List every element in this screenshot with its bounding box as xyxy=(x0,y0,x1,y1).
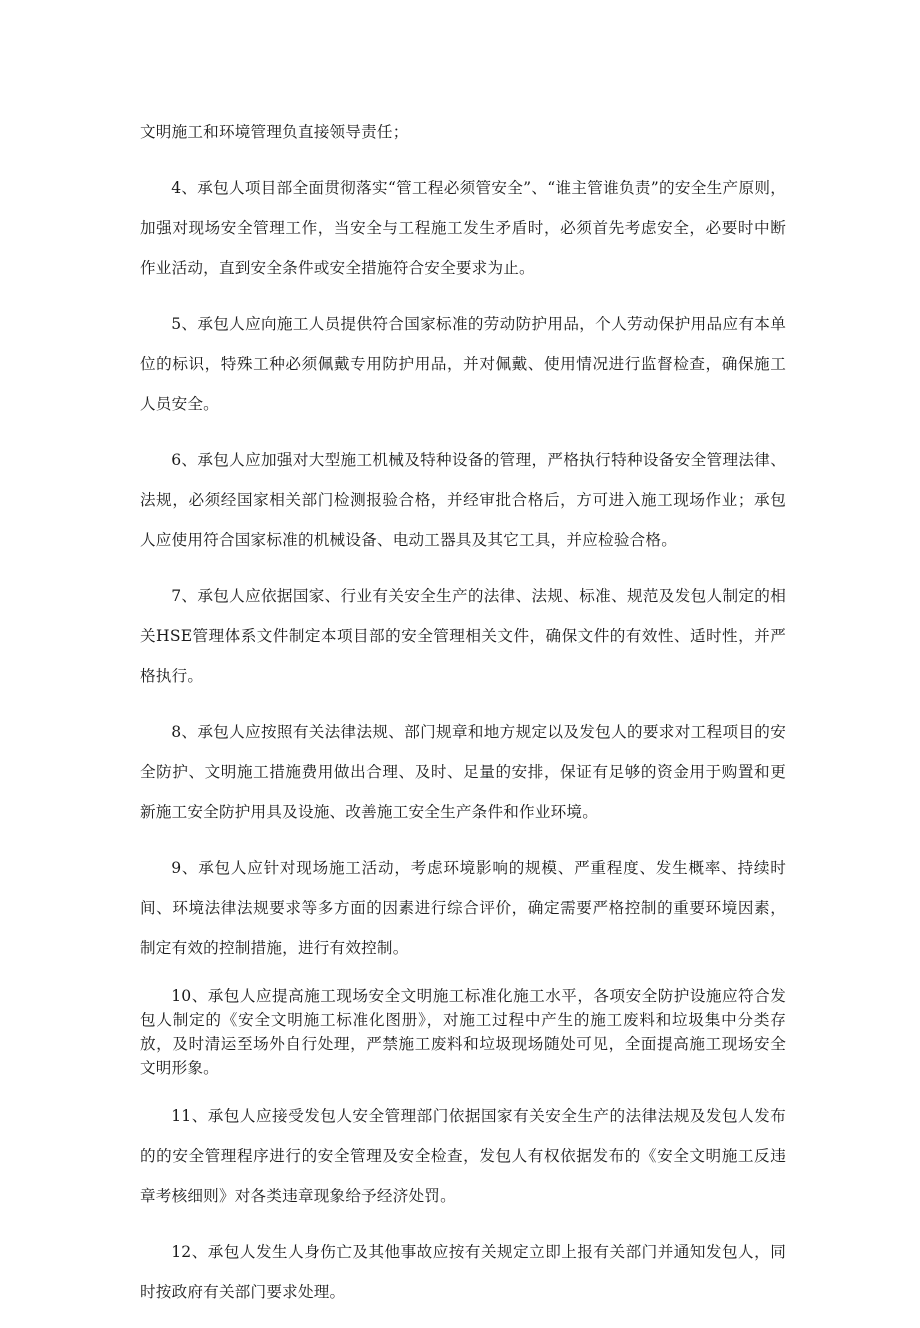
paragraph-item-5: 5、承包人应向施工人员提供符合国家标准的劳动防护用品，个人劳动保护用品应有本单位的标识，特殊工种必须佩戴专用防护用品，并对佩戴、使用情况进行监督检查，确保施工人员安全。 xyxy=(140,315,786,413)
paragraph-item-9: 9、承包人应针对现场施工活动，考虑环境影响的规模、严重程度、发生概率、持续时间、环境法律法规要求等多方面的因素进行综合评价，确定需要严格控制的重要环境因素，制定有效的控制措施，进行有效控制。 xyxy=(140,859,786,957)
paragraph-item-8: 8、承包人应按照有关法律法规、部门规章和地方规定以及发包人的要求对工程项目的安全防护、文明施工措施费用做出合理、及时、足量的安排，保证有足够的资金用于购置和更新施工安全防护用具及设施、改善施工安全生产条件和作业环境。 xyxy=(140,723,786,821)
paragraph-item-10: 10、承包人应提高施工现场安全文明施工标准化施工水平，各项安全防护设施应符合发包人制定的《安全文明施工标准化图册》，对施工过程中产生的施工废料和垃圾集中分类存放，及时清运至场外自行处理，严禁施工废料和垃圾现场随处可见，全面提高施工现场安全文明形象。 xyxy=(140,987,786,1077)
paragraph-item-6: 6、承包人应加强对大型施工机械及特种设备的管理，严格执行特种设备安全管理法律、法规，必须经国家相关部门检测报验合格，并经审批合格后，方可进入施工现场作业；承包人应使用符合国家标准的机械设备、电动工器具及其它工具，并应检验合格。 xyxy=(140,451,786,549)
paragraph-item-12: 12、承包人发生人身伤亡及其他事故应按有关规定立即上报有关部门并通知发包人，同时按政府有关部门要求处理。 xyxy=(140,1243,786,1301)
paragraph-item-11: 11、承包人应接受发包人安全管理部门依据国家有关安全生产的法律法规及发包人发布的的安全管理程序进行的安全管理及安全检查，发包人有权依据发布的《安全文明施工反违章考核细则》对各类违章现象给予经济处罚。 xyxy=(140,1107,786,1205)
paragraph-item-7: 7、承包人应依据国家、行业有关安全生产的法律、法规、标准、规范及发包人制定的相关HSE管理体系文件制定本项目部的安全管理相关文件，确保文件的有效性、适时性，并严格执行。 xyxy=(140,587,786,685)
document-body xyxy=(140,112,786,1328)
paragraph-continuation: 文明施工和环境管理负直接领导责任； xyxy=(140,123,409,141)
paragraph-item-4: 4、承包人项目部全面贯彻落实“管工程必须管安全”、“谁主管谁负责”的安全生产原则，加强对现场安全管理工作，当安全与工程施工发生矛盾时，必须首先考虑安全，必要时中断作业活动，直到安全条件或安全措施符合安全要求为止。 xyxy=(140,179,786,277)
